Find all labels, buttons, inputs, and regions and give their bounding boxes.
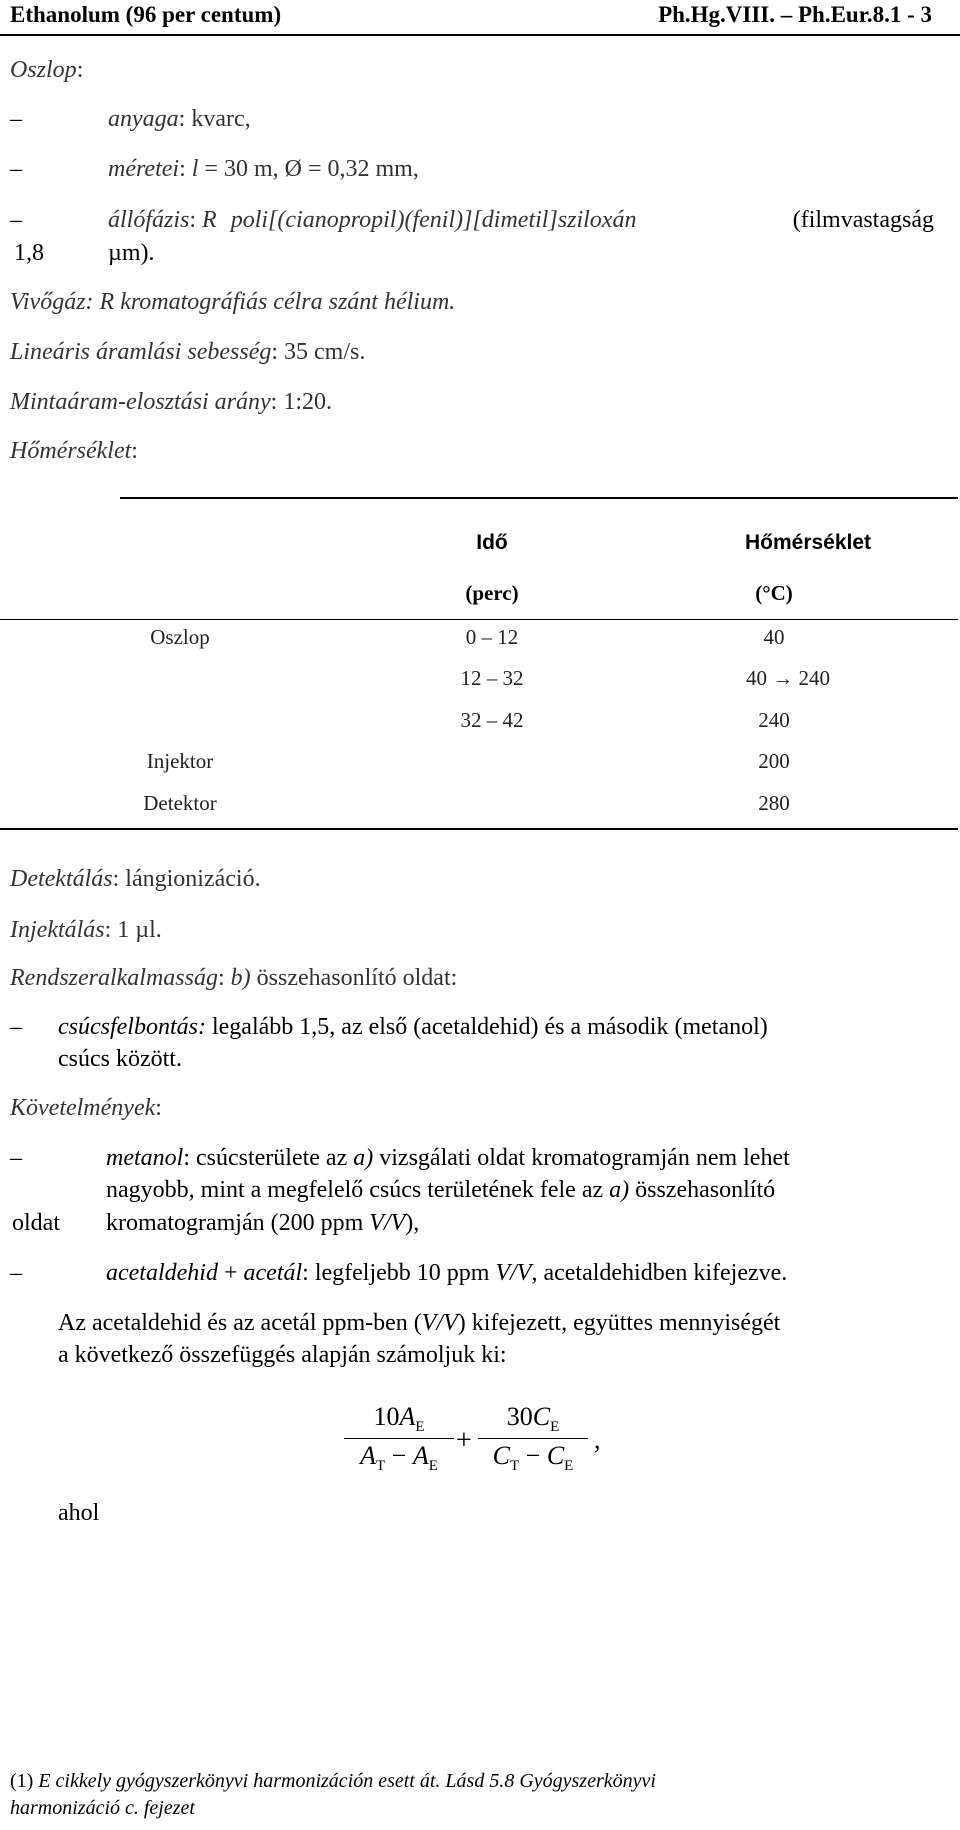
table-header-temperature: Hőmérséklet bbox=[744, 531, 872, 554]
table-row-label: Oszlop bbox=[150, 625, 210, 649]
list-dash: – bbox=[10, 1260, 22, 1286]
calculation-intro-2: a következő összefüggés alapján számoljuk ki: bbox=[58, 1342, 507, 1368]
where-label: ahol bbox=[58, 1500, 100, 1526]
resolution-cont: csúcs között. bbox=[58, 1046, 182, 1072]
temperature-heading: Hőmérséklet: bbox=[10, 438, 138, 464]
footnote-line-2: harmonizáció c. fejezet bbox=[10, 1797, 195, 1819]
split-ratio: Mintaáram-elosztási arány: 1:20. bbox=[10, 389, 333, 415]
list-dash: – bbox=[10, 207, 22, 233]
resolution: csúcsfelbontás: legalább 1,5, az első (acetaldehid) és a második (metanol) bbox=[58, 1014, 768, 1040]
acetal-limit: acetaldehid + acetál: legfeljebb 10 ppm V/V, acetaldehidben kifejezve. bbox=[106, 1260, 788, 1286]
table-row-temp: 200 bbox=[758, 749, 790, 773]
system-suitability: Rendszeralkalmasság: b) összehasonlító oldat: bbox=[10, 965, 458, 991]
methanol-line-1: metanol: csúcsterülete az a) vizsgálati oldat kromatogramján nem lehet bbox=[106, 1145, 790, 1171]
table-row-temp: 280 bbox=[758, 791, 790, 815]
table-unit-time: (perc) bbox=[465, 581, 519, 605]
list-dash: – bbox=[10, 106, 22, 132]
calculation-intro-1: Az acetaldehid és az acetál ppm-ben (V/V) kifejezett, együttes mennyiségét bbox=[58, 1310, 781, 1336]
column-heading: Oszlop: bbox=[10, 57, 84, 83]
flow-rate: Lineáris áramlási sebesség: 35 cm/s. bbox=[10, 339, 366, 365]
header-rule bbox=[0, 34, 960, 36]
column-dimensions: méretei: l = 30 m, Ø = 0,32 mm, bbox=[108, 156, 419, 182]
methanol-oldat: oldat bbox=[12, 1210, 60, 1236]
carrier-gas: Vivőgáz: R kromatográfiás célra szánt hélium. bbox=[10, 289, 456, 315]
list-dash: – bbox=[10, 1145, 22, 1171]
column-material: anyaga: kvarc, bbox=[108, 106, 251, 132]
injection: Injektálás: 1 µl. bbox=[10, 917, 162, 943]
table-header-rule bbox=[0, 619, 958, 620]
table-row-time: 32 – 42 bbox=[460, 708, 524, 732]
table-bottom-rule bbox=[0, 828, 958, 830]
table-row-temp: 40 bbox=[763, 625, 785, 649]
column-stationary-phase: állófázis: R poli[(cianopropil)(fenil)][dimetil]sziloxán bbox=[108, 207, 637, 233]
formula-fraction-1 bbox=[344, 1402, 454, 1475]
formula-denominator-1: $A_T - A_E$ bbox=[360, 1441, 438, 1475]
formula-comma: , bbox=[594, 1425, 601, 1454]
methanol-line-2: nagyobb, mint a megfelelő csúcs területének fele az a) összehasonlító bbox=[106, 1177, 776, 1203]
formula-numerator-2: $30C_E$ bbox=[506, 1402, 560, 1436]
table-top-rule bbox=[120, 497, 958, 499]
detection: Detektálás: lángionizáció. bbox=[10, 866, 261, 892]
column-film-thickness: (filmvastagság bbox=[792, 207, 934, 233]
column-film-value: 1,8 bbox=[14, 240, 44, 266]
table-row-temp: 40 → 240 bbox=[746, 666, 830, 690]
table-row-temp: 240 bbox=[758, 708, 790, 732]
footnote-line-1: (1) E cikkely gyógyszerkönyvi harmonizáción esett át. Lásd 5.8 Gyógyszerkönyvi bbox=[10, 1770, 656, 1792]
list-dash: – bbox=[10, 1014, 22, 1040]
table-row-label: Detektor bbox=[143, 791, 217, 815]
formula-numerator-1: $10A_E$ bbox=[373, 1402, 425, 1436]
pharmacopoeia-reference: Ph.Hg.VIII. – Ph.Eur.8.1 - 3 bbox=[658, 2, 932, 27]
column-film-unit: µm). bbox=[108, 240, 155, 266]
table-header-time: Idő bbox=[476, 531, 508, 554]
formula-fraction-2 bbox=[478, 1402, 588, 1475]
table-row-label: Injektor bbox=[146, 749, 214, 773]
formula-plus: + bbox=[456, 1425, 472, 1456]
fraction-bar bbox=[478, 1438, 588, 1439]
methanol-line-3: kromatogramján (200 ppm V/V), bbox=[106, 1210, 420, 1236]
table-row-time: 12 – 32 bbox=[460, 666, 524, 690]
fraction-bar bbox=[344, 1438, 454, 1439]
document-title: Ethanolum (96 per centum) bbox=[10, 2, 282, 27]
requirements-heading: Követelmények: bbox=[10, 1095, 162, 1121]
list-dash: – bbox=[10, 156, 22, 182]
formula-denominator-2: $C_T - C_E$ bbox=[492, 1441, 574, 1475]
table-unit-temperature: (°C) bbox=[755, 581, 793, 605]
table-row-time: 0 – 12 bbox=[465, 625, 519, 649]
